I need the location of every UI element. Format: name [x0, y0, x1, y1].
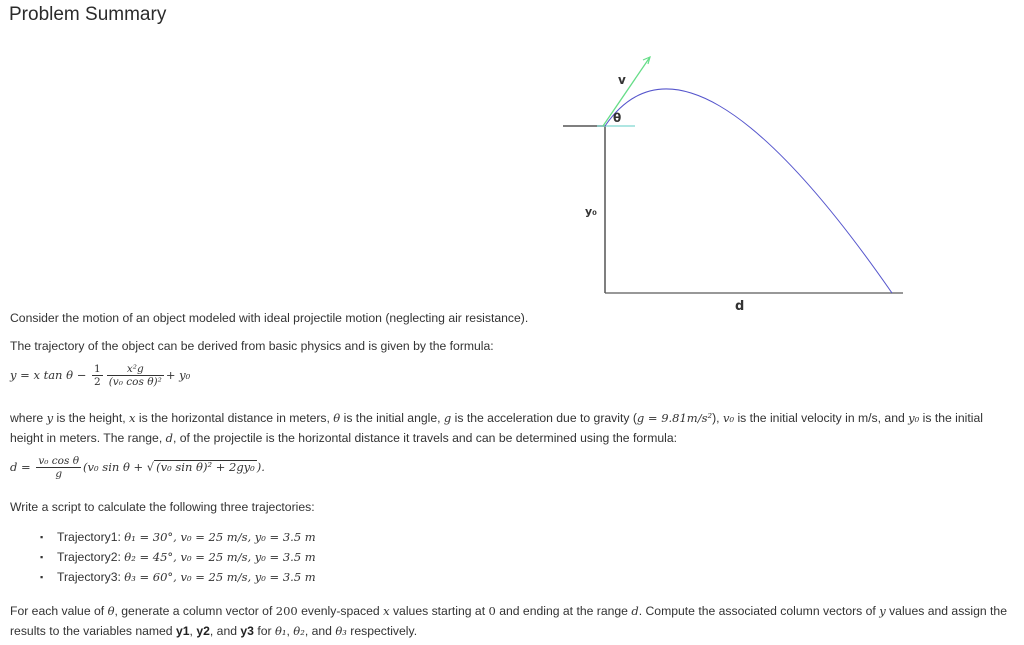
text: ),: [712, 411, 723, 425]
range-formula: [10, 456, 265, 480]
formula1-lhs: y = x tan θ −: [10, 368, 90, 382]
text: evenly-spaced: [297, 604, 384, 618]
formula1-frac2-den: (v₀ cos θ)²: [108, 376, 162, 388]
range-label: d: [735, 299, 745, 314]
task-paragraph: Write a script to calculate the following three trajectories:: [10, 500, 315, 514]
formula1-tail: + y₀: [165, 368, 191, 382]
start-value: 0: [488, 604, 496, 618]
text: is the horizontal distance in meters,: [135, 411, 334, 425]
projectile-diagram-svg: [555, 52, 915, 327]
list-item: [40, 547, 316, 567]
text: and ending at the range: [495, 604, 632, 618]
angle-label: θ: [613, 111, 622, 125]
intro-paragraph: Consider the motion of an object modeled with ideal projectile motion (neglecting air resistance).: [10, 311, 529, 325]
text: is the height,: [53, 411, 129, 425]
var-x: x: [383, 604, 390, 618]
var-theta2: θ₂: [293, 624, 305, 638]
trajectory-label: Trajectory1:: [57, 530, 125, 544]
trajectory-list: [40, 527, 316, 587]
text: is the initial angle,: [340, 411, 444, 425]
formula2-frac-num: v₀ cos θ: [38, 455, 80, 467]
var-theta: θ: [107, 604, 115, 618]
list-item: [40, 527, 316, 547]
page-title: Problem Summary: [9, 4, 167, 25]
var-d: d: [631, 604, 639, 618]
trajectory-formula: [10, 364, 190, 388]
projectile-diagram: [555, 52, 915, 332]
var-d: d: [165, 431, 173, 445]
var-v0: v₀: [722, 411, 735, 425]
definitions-paragraph: [10, 408, 1010, 448]
instructions-paragraph: [10, 601, 1014, 641]
text: is the acceleration due to gravity (: [451, 411, 637, 425]
var-theta: θ: [333, 411, 341, 425]
text: values and assign the results to the variables named: [10, 604, 1007, 638]
formula1-frac1: [92, 364, 103, 388]
var-y: y: [46, 411, 54, 425]
text: ,: [189, 624, 197, 638]
var-theta1: θ₁: [274, 624, 287, 638]
trajectory-curve: [605, 89, 892, 293]
gravity-value: g = 9.81m/s²: [636, 411, 713, 425]
text: respectively.: [346, 624, 418, 638]
formula2-frac-den: g: [55, 468, 63, 480]
text: ,: [286, 624, 294, 638]
trajectory-label: Trajectory3:: [57, 570, 125, 584]
text: is the initial velocity in m/s, and: [734, 411, 909, 425]
text: is the initial height in meters. The range,: [10, 411, 983, 445]
var-y: y: [879, 604, 886, 618]
trajectory-params: θ₁ = 30°, v₀ = 25 m/s, y₀ = 3.5 m: [124, 530, 316, 544]
text: , generate a column vector of: [114, 604, 276, 618]
var-x: x: [128, 411, 136, 425]
text: , and: [209, 624, 241, 638]
text: for: [253, 624, 275, 638]
text: , of the projectile is the horizontal distance it travels and can be determined using the formula:: [172, 431, 678, 445]
trajectory-params: θ₃ = 60°, v₀ = 25 m/s, y₀ = 3.5 m: [124, 570, 316, 584]
var-g: g: [443, 411, 452, 425]
var-name-y1: y1: [175, 624, 190, 638]
formula1-frac1-den: 2: [94, 376, 101, 388]
formula1-frac1-num: 1: [94, 363, 101, 375]
formula2-sqrt: (v₀ sin θ)² + 2gy₀: [156, 460, 255, 474]
formula2-lhs: d =: [10, 460, 35, 474]
text: , and: [304, 624, 336, 638]
trajectory-label: Trajectory2:: [57, 550, 125, 564]
velocity-label: v: [618, 73, 626, 87]
height-label: y₀: [585, 205, 597, 218]
formula1-frac2: [107, 364, 164, 388]
list-item: [40, 567, 316, 587]
formula2-frac: [36, 456, 81, 480]
velocity-vector: [603, 57, 650, 126]
formula2-tail: ).: [256, 460, 265, 474]
trajectory-params: θ₂ = 45°, v₀ = 25 m/s, y₀ = 3.5 m: [124, 550, 316, 564]
var-theta3: θ₃: [335, 624, 347, 638]
var-name-y2: y2: [196, 624, 210, 638]
text: where: [10, 411, 47, 425]
var-y0: y₀: [908, 411, 920, 425]
formula-intro-paragraph: The trajectory of the object can be derived from basic physics and is given by the formula:: [10, 339, 494, 353]
formula2-mid: (v₀ sin θ + √: [83, 460, 155, 474]
var-name-y3: y3: [240, 624, 254, 638]
text: For each value of: [10, 604, 108, 618]
formula1-frac2-num: x²g: [107, 364, 164, 376]
text: . Compute the associated column vectors of: [638, 604, 880, 618]
text: values starting at: [389, 604, 489, 618]
count-value: 200: [275, 604, 298, 618]
